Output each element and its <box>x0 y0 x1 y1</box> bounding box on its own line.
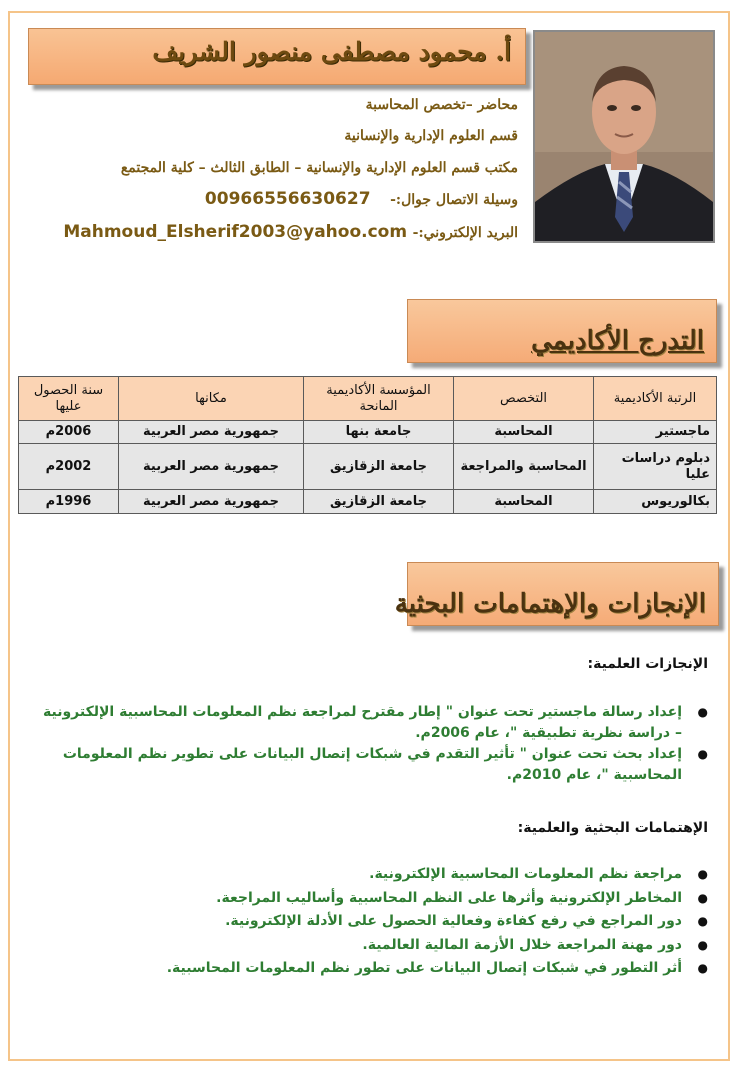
list-item <box>32 744 708 786</box>
table-header-cell: التخصص <box>454 377 594 421</box>
department-line: قسم العلوم الإدارية والإنسانية <box>344 128 518 144</box>
list-item <box>42 957 708 981</box>
list-item-text: إعداد رسالة ماجستير تحت عنوان " إطار مقترح لمراجعة نظم المعلومات المحاسبية الإلكترونية – دراسة نظرية تطبيقية "، عام 2006م. <box>43 704 682 741</box>
list-item-text: المخاطر الإلكترونية وأثرها على النظم المحاسبية وأساليب المراجعة. <box>216 889 682 906</box>
table-cell: جامعة الزقازيق <box>304 490 454 514</box>
table-cell: دبلوم دراسات عليا <box>594 444 717 490</box>
table-header-cell: الرتبة الأكاديمية <box>594 377 717 421</box>
list-item <box>32 702 708 744</box>
table-cell: بكالوريوس <box>594 490 717 514</box>
list-item <box>42 863 708 887</box>
list-item <box>42 934 708 958</box>
bullet-icon: ● <box>697 937 708 952</box>
person-name: أ. محمود مصطفى منصور الشريف <box>152 37 511 66</box>
table-cell: جمهورية مصر العربية <box>119 421 304 444</box>
list-item-text: أثر التطور في شبكات إتصال البيانات على تطور نظم المعلومات المحاسبية. <box>166 960 682 976</box>
interests-list <box>42 863 708 981</box>
list-item-text: دور مهنة المراجعة خلال الأزمة المالية العالمية. <box>362 936 682 953</box>
table-header-cell: مكانها <box>119 377 304 421</box>
list-item-text: مراجعة نظم المعلومات المحاسبية الإلكترونية. <box>369 866 682 882</box>
table-cell: المحاسبة والمراجعة <box>454 444 594 490</box>
list-item <box>42 910 708 934</box>
bullet-icon: ● <box>697 914 708 928</box>
bullet-icon: ● <box>697 705 708 719</box>
position-line: محاضر –تخصص المحاسبة <box>365 97 518 113</box>
table-cell: 2002م <box>19 444 119 490</box>
name-banner <box>28 28 526 85</box>
achievements-heading: الإنجازات العلمية: <box>587 656 708 672</box>
office-line: مكتب قسم العلوم الإدارية والإنسانية – الطابق الثالث – كلية المجتمع <box>120 160 518 176</box>
table-cell: ماجستير <box>594 421 717 444</box>
portrait-photo-icon <box>535 32 713 241</box>
email-line <box>63 222 518 242</box>
bullet-icon: ● <box>697 747 708 761</box>
interests-heading: الإهتمامات البحثية والعلمية: <box>517 820 708 836</box>
profile-photo <box>533 30 715 243</box>
table-header-row <box>19 377 717 421</box>
table-cell: جمهورية مصر العربية <box>119 444 304 490</box>
research-title: الإنجازات والإهتمامات البحثية <box>394 589 706 619</box>
phone-number: 00966556630627 <box>204 189 371 209</box>
table-header-cell: المؤسسة الأكاديمية المانحة <box>304 377 454 421</box>
list-item-text: إعداد بحث تحت عنوان " تأثير التقدم في شبكات إتصال البيانات على تطوير نظم المعلومات المحاسبية "، عام 2010م. <box>62 746 682 783</box>
bullet-icon: ● <box>697 867 708 881</box>
bullet-icon: ● <box>697 890 708 905</box>
achievements-list <box>32 702 708 786</box>
table-cell: جمهورية مصر العربية <box>119 490 304 514</box>
table-row <box>19 444 717 490</box>
table-cell: المحاسبة <box>454 490 594 514</box>
email-label: البريد الإلكتروني:- <box>412 225 518 241</box>
academic-section-heading <box>407 299 717 363</box>
table-header-cell: سنة الحصول عليها <box>19 377 119 421</box>
email-address[interactable]: Mahmoud_Elsherif2003@yahoo.com <box>63 222 408 242</box>
phone-line <box>205 189 518 209</box>
table-cell: المحاسبة <box>454 421 594 444</box>
phone-label: وسيلة الاتصال جوال:- <box>390 192 518 208</box>
bullet-icon: ● <box>697 961 708 975</box>
list-item-text: دور المراجع في رفع كفاءة وفعالية الحصول على الأدلة الإلكترونية. <box>225 913 682 929</box>
academic-table <box>18 376 717 514</box>
table-row <box>19 421 717 444</box>
table-cell: جامعة الزقازيق <box>304 444 454 490</box>
research-section-heading <box>394 562 719 626</box>
table-row <box>19 490 717 514</box>
table-cell: جامعة بنها <box>304 421 454 444</box>
academic-title: التدرج الأكاديمي <box>531 326 704 356</box>
table-cell: 1996م <box>19 490 119 514</box>
table-cell: 2006م <box>19 421 119 444</box>
list-item <box>42 887 708 911</box>
